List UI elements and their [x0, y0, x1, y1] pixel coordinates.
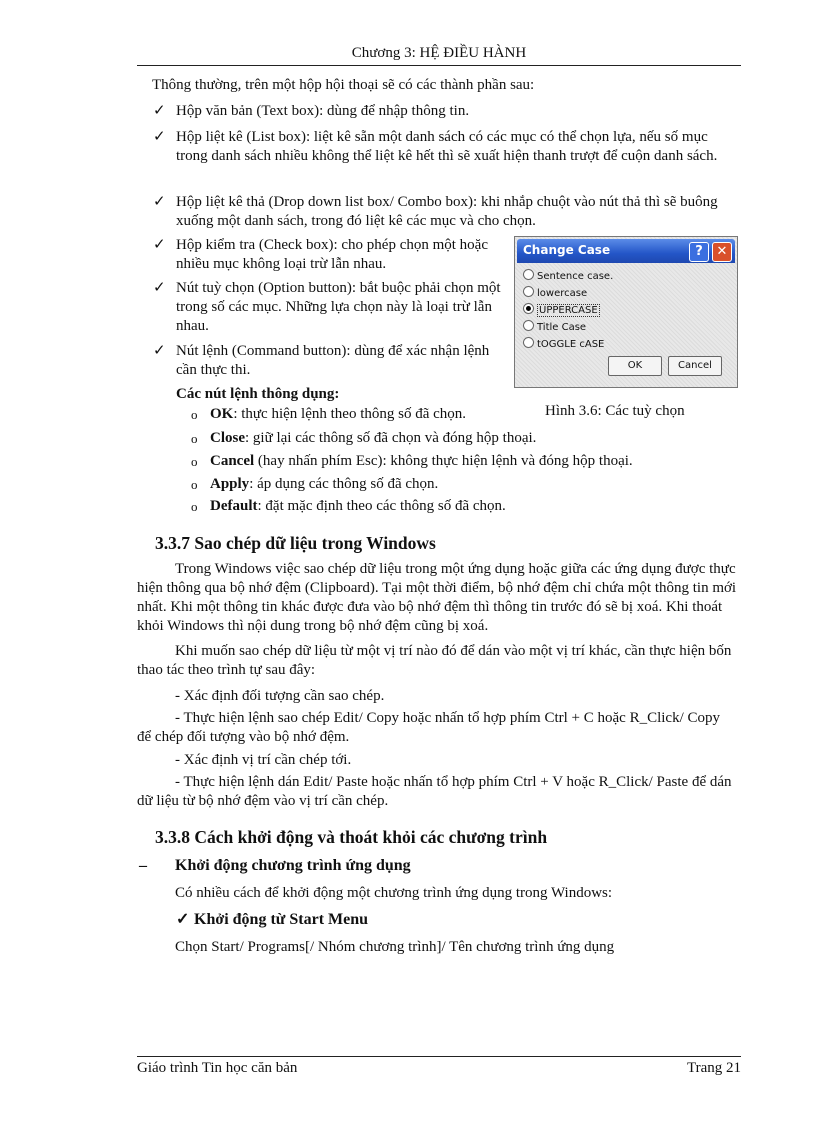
dialog-title: Change Case [523, 243, 611, 257]
radio-icon [523, 320, 534, 331]
circle-bullet-icon: o [191, 407, 198, 422]
common-button-item: Cancel (hay nhấn phím Esc): không thực hiện lệnh và đóng hộp thoại. [210, 453, 633, 469]
common-button-item: Apply: áp dụng các thông số đã chọn. [210, 476, 439, 492]
check-icon: ✓ [153, 343, 166, 359]
step-3: - Xác định vị trí cần chép tới. [175, 752, 352, 768]
radio-icon [523, 286, 534, 297]
footer-rule [137, 1056, 741, 1057]
radio-uppercase[interactable]: UPPERCASE [523, 303, 600, 318]
paragraph-copy-steps: Khi muốn sao chép dữ liệu từ một vị trí nào đó để dán vào một vị trí khác, cần thực hiện bốn thao tác theo trình tự sau đây: [137, 643, 732, 678]
circle-bullet-icon: o [191, 454, 198, 469]
cancel-button[interactable]: Cancel [668, 356, 722, 376]
radio-toggle-case[interactable]: tOGGLE cASE [523, 337, 604, 352]
page-header: Chương 3: HỆ ĐIỀU HÀNH [351, 45, 527, 61]
dash-icon: – [139, 857, 147, 874]
check-icon: ✓ [176, 911, 190, 928]
change-case-dialog [514, 236, 738, 388]
check-icon: ✓ [153, 237, 166, 253]
check-icon: ✓ [153, 129, 166, 145]
step-2: - Thực hiện lệnh sao chép Edit/ Copy hoặc nhấn tổ hợp phím Ctrl + C hoặc R_Click/ Copy để chép đối tượng vào bộ nhớ đệm. [137, 710, 721, 745]
subheading-launch-app: Khởi động chương trình ứng dụng [175, 857, 411, 874]
circle-bullet-icon: o [191, 477, 198, 492]
ok-button[interactable]: OK [608, 356, 662, 376]
circle-bullet-icon: o [191, 499, 198, 514]
section-heading-337: 3.3.7 Sao chép dữ liệu trong Windows [155, 533, 436, 553]
footer-page-number: Trang 21 [686, 1060, 741, 1076]
footer-book-title: Giáo trình Tin học căn bản [137, 1060, 298, 1076]
close-icon[interactable]: ✕ [712, 242, 732, 262]
bullet-option: Nút tuỳ chọn (Option button): bắt buộc phải chọn một trong số các mục. Những lựa chọn này là loại trừ lẫn nhau. [176, 280, 501, 334]
radio-lowercase[interactable]: lowercase [523, 286, 587, 301]
bullet-command: Nút lệnh (Command button): dùng để xác nhận lệnh cần thực thi. [176, 343, 490, 378]
radio-icon [523, 269, 534, 280]
dialog-title-bar [517, 239, 735, 263]
common-button-item: Close: giữ lại các thông số đã chọn và đóng hộp thoại. [210, 430, 537, 446]
radio-selected-icon [523, 303, 534, 314]
check-icon: ✓ [153, 103, 166, 119]
common-buttons-heading: Các nút lệnh thông dụng: [176, 386, 340, 402]
bullet-checkbox: Hộp kiểm tra (Check box): cho phép chọn một hoặc nhiều mục không loại trừ lẫn nhau. [176, 237, 488, 272]
section-heading-338: 3.3.8 Cách khởi động và thoát khỏi các chương trình [155, 827, 548, 847]
subheading-start-menu: Khởi động từ Start Menu [194, 911, 369, 928]
header-rule [137, 65, 741, 66]
circle-bullet-icon: o [191, 431, 198, 446]
step-1: - Xác định đối tượng cần sao chép. [175, 688, 385, 704]
radio-icon [523, 337, 534, 348]
common-button-item: OK: thực hiện lệnh theo thông số đã chọn. [210, 406, 467, 422]
bullet-dropdown: Hộp liệt kê thả (Drop down list box/ Combo box): khi nhắp chuột vào nút thả thì sẽ buông xuống một danh sách, trong đó liệt kê các mục và cho chọn. [176, 194, 718, 229]
bullet-listbox: Hộp liệt kê (List box): liệt kê sẵn một danh sách có các mục có thể chọn lựa, nếu số mục trong danh sách nhiều không thể liệt kê hết thì sẽ xuất hiện thanh trượt để cuộn danh sách. [176, 129, 718, 164]
paragraph-clipboard: Trong Windows việc sao chép dữ liệu trong một ứng dụng hoặc giữa các ứng dụng được thực hiện thông qua bộ nhớ đệm (Clipboard). Tại một thời điểm, bộ nhớ đệm chỉ chứa một thông tin mới nhất. Khi một thông tin khác được đưa vào bộ nhớ đệm thì thông tin trước đó sẽ bị xoá. Khi thoát khỏi Windows thì nội dung trong bộ nhớ đệm cũng bị xoá. [137, 561, 737, 634]
bullet-textbox: Hộp văn bản (Text box): dùng để nhập thông tin. [176, 103, 470, 119]
radio-title-case[interactable]: Title Case [523, 320, 586, 335]
check-icon: ✓ [153, 194, 166, 210]
step-4: - Thực hiện lệnh dán Edit/ Paste hoặc nhấn tổ hợp phím Ctrl + V hoặc R_Click/ Paste để dán dữ liệu từ bộ nhớ đệm vào vị trí cần chép. [137, 774, 732, 809]
paragraph-launch-ways: Có nhiều cách để khởi động một chương trình ứng dụng trong Windows: [175, 885, 613, 901]
intro-text: Thông thường, trên một hộp hội thoại sẽ có các thành phần sau: [152, 77, 535, 93]
paragraph-start-path: Chọn Start/ Programs[/ Nhóm chương trình]/ Tên chương trình ứng dụng [175, 939, 615, 955]
figure-caption: Hình 3.6: Các tuỳ chọn [545, 403, 685, 419]
check-icon: ✓ [153, 280, 166, 296]
radio-sentence-case[interactable]: Sentence case. [523, 269, 613, 284]
common-button-item: Default: đặt mặc định theo các thông số đã chọn. [210, 498, 506, 514]
help-icon[interactable]: ? [689, 242, 709, 262]
